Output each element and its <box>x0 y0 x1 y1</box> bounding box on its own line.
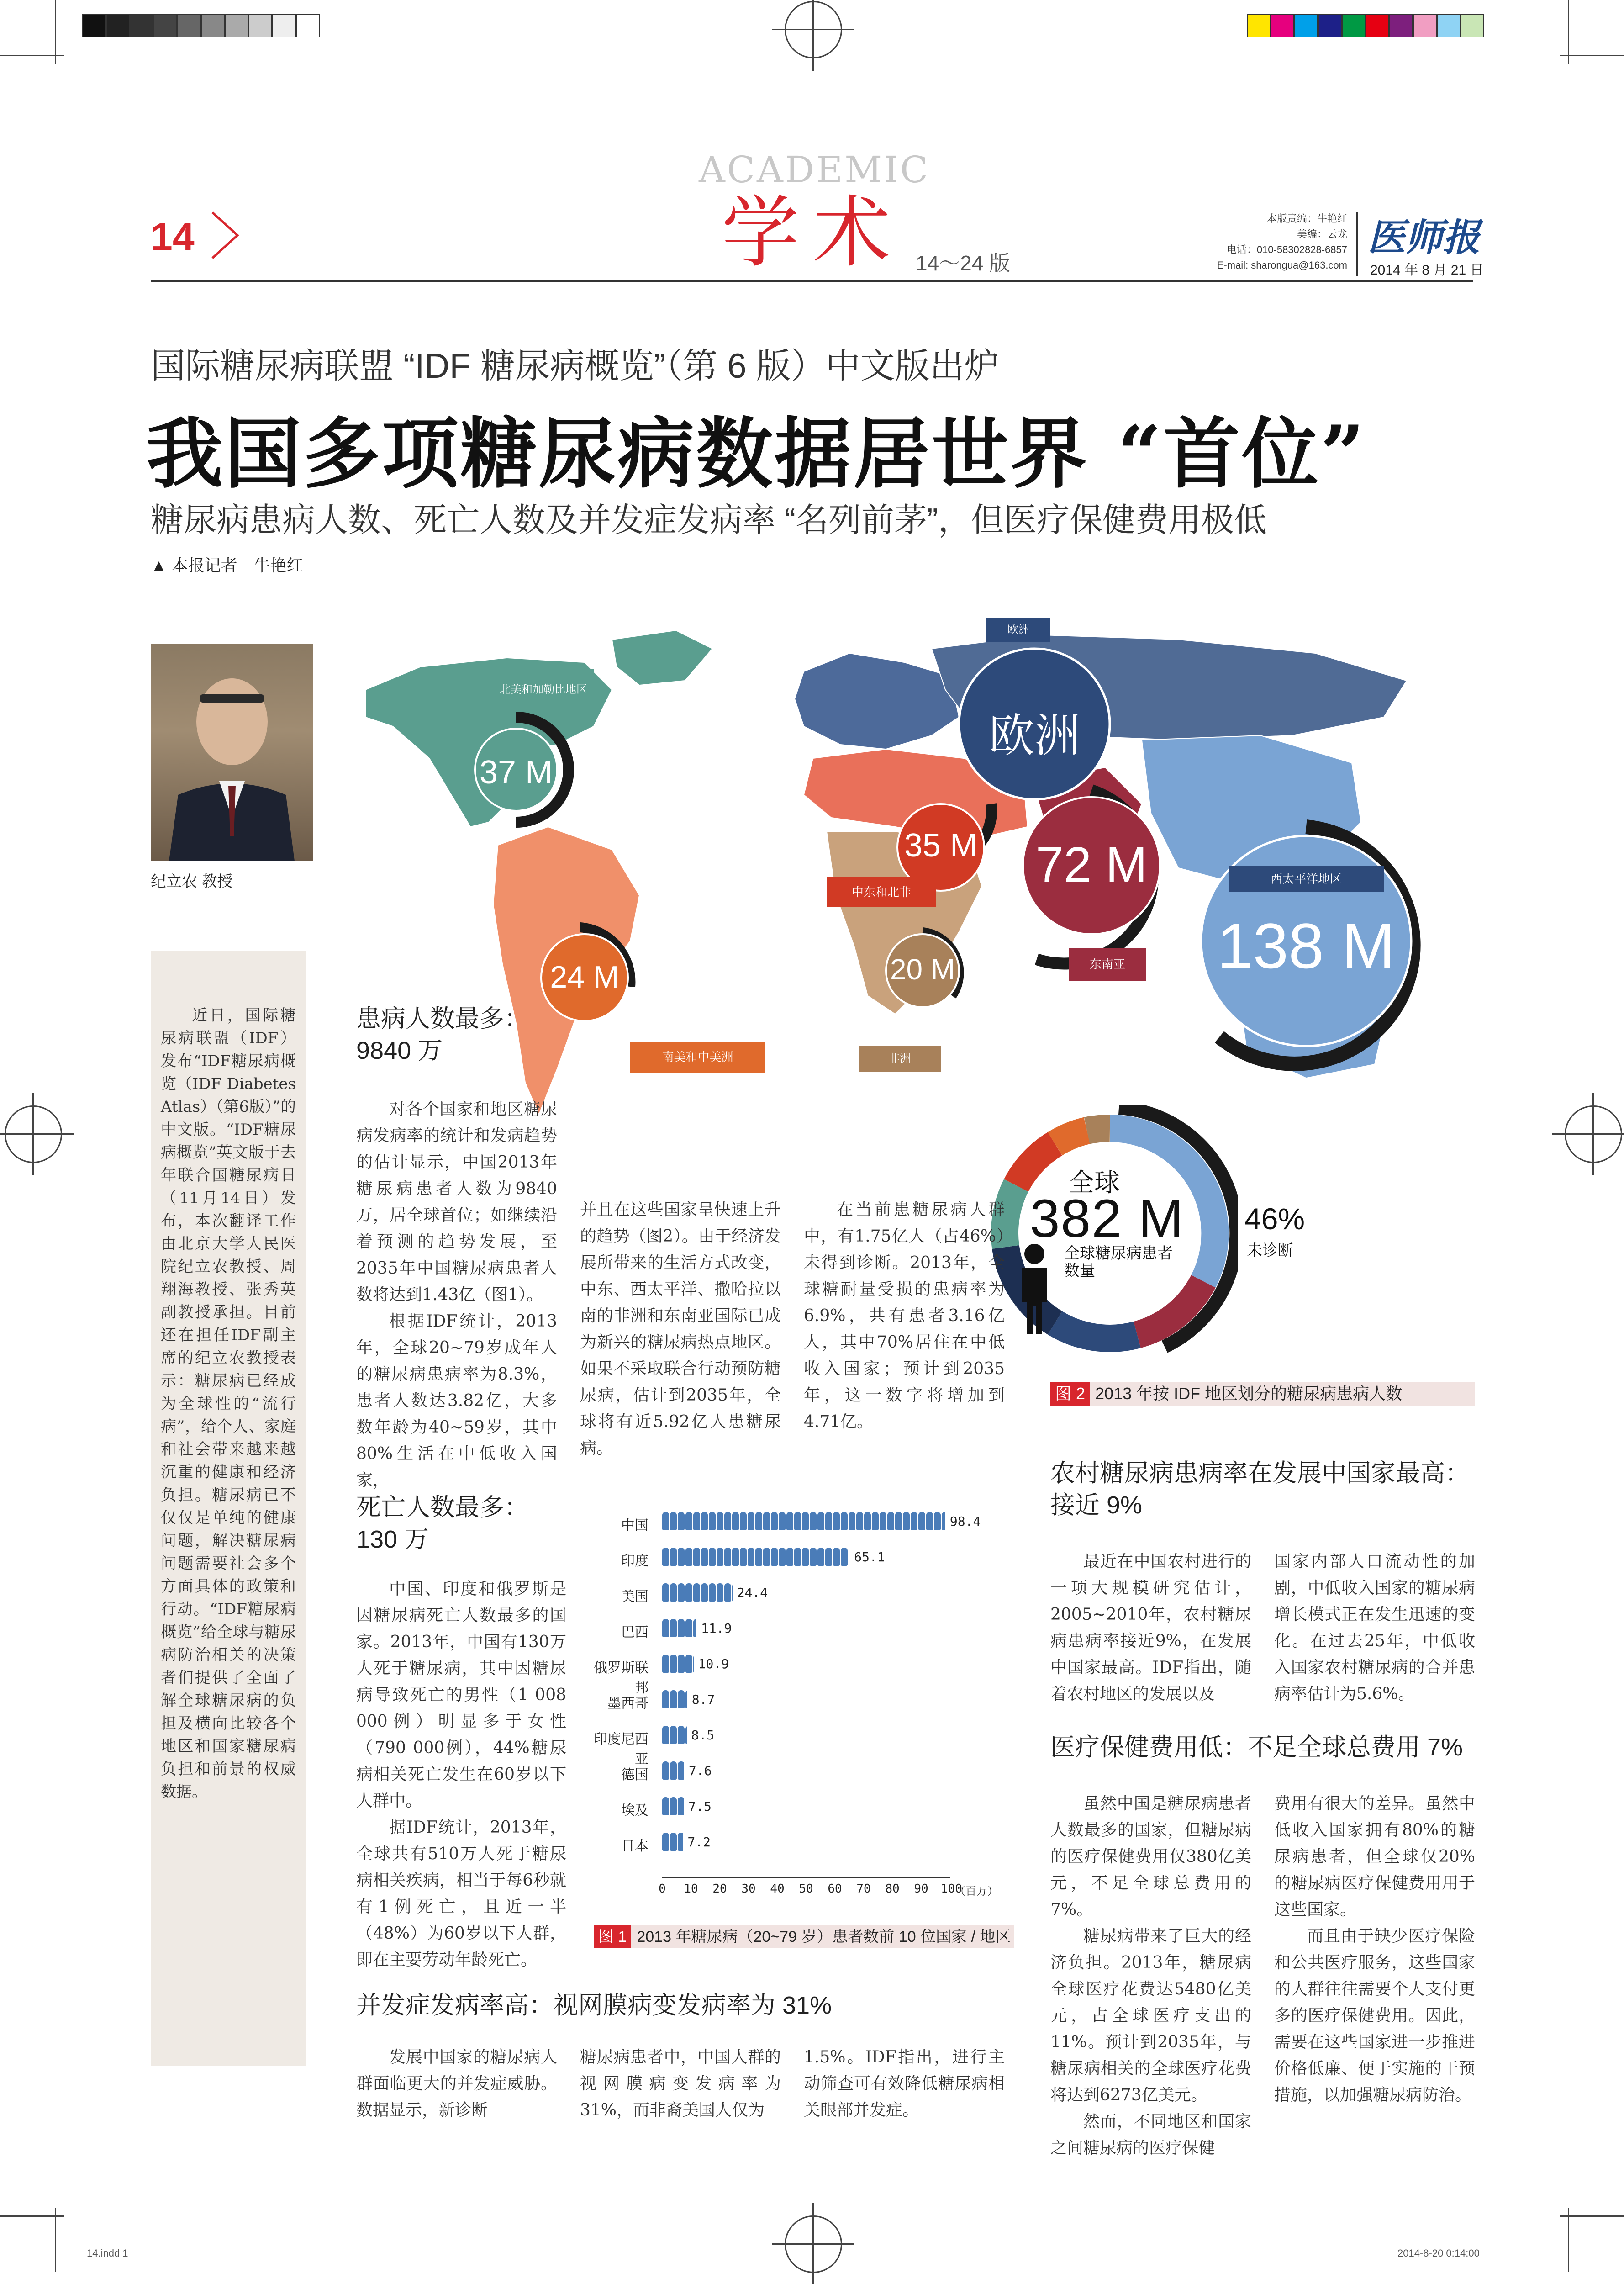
map-value-western-pacific: 138 M <box>1217 910 1395 982</box>
paragraph: 费用有很大的差异。虽然中低收入国家拥有80%的糖尿病患者，但全球仅20%的糖尿病医疗保健费用用于这些国家。 <box>1274 1794 1475 1919</box>
x-tick-label: 0 <box>659 1882 666 1896</box>
map-label-western-pacific: 西太平洋地区 <box>1270 872 1342 886</box>
bar-category-label: 德国 <box>621 1767 649 1783</box>
x-tick-label: 10 <box>684 1882 698 1896</box>
bar-category-label: 美国 <box>621 1589 649 1605</box>
issue-date: 2014 年 8 月 21 日 <box>1370 263 1484 278</box>
figure1-caption-text: 2013 年糖尿病（20~79 岁）患者数前 10 位国家 / 地区 <box>637 1928 1011 1946</box>
headline-title: 我国多项糖尿病数据居世界 “首位” <box>146 408 1366 499</box>
bar <box>662 1797 684 1815</box>
x-tick-label: 70 <box>856 1882 871 1896</box>
crop-mark <box>55 2208 56 2272</box>
paragraph: 1.5%。IDF指出，进行主动筛查可有效降低糖尿病相关眼部并发症。 <box>804 2048 1005 2120</box>
chevron-right-icon <box>208 208 244 263</box>
color-swatch <box>1247 14 1271 37</box>
kicker: 国际糖尿病联盟 “IDF 糖尿病概览”（第 6 版）中文版出炉 <box>151 347 999 386</box>
paper-logo: 医师报 <box>1368 216 1480 259</box>
paragraph: 在当前患糖尿病人群中，有1.75亿人（占46%）未得到诊断。2013年，全球糖耐量受损的患病率为6.9%，共有患者3.16亿人，其中70%居住在中低收入国家；预计到2035年，这一数字将增加到4.71亿。 <box>804 1200 1005 1431</box>
bar-category-label: 墨西哥 <box>607 1696 649 1712</box>
bar-category-label: 印度尼西亚 <box>594 1731 649 1767</box>
section5-col1 <box>356 2044 557 2124</box>
x-tick-label: 90 <box>914 1882 928 1896</box>
registration-mark-left <box>5 1105 62 1163</box>
section1-col2 <box>580 1197 781 1462</box>
registration-mark-bottom <box>785 2215 842 2273</box>
bar <box>662 1583 733 1602</box>
bar-value-label: 11.9 <box>701 1621 732 1636</box>
gray-swatch <box>177 14 201 37</box>
gray-swatch <box>82 14 106 37</box>
bar <box>662 1761 684 1780</box>
bar <box>662 1512 945 1530</box>
crop-mark <box>1568 0 1569 64</box>
section-cn: 学术 <box>722 190 905 276</box>
x-axis <box>662 1877 950 1878</box>
crop-mark <box>1560 55 1624 56</box>
global-sub: 全球糖尿病患者数量 <box>1064 1245 1173 1279</box>
bar-value-label: 65.1 <box>854 1549 885 1565</box>
sidebar-text: 近日，国际糖尿病联盟（IDF）发布“IDF糖尿病概览（IDF Diabetes Atlas）（第6版）”的中文版。“IDF糖尿病概览”英文版于去年联合国糖尿病日（11月14日）发布，本次翻译工作由北京大学人民医院纪立农教授、周翔海教授、张秀英副教授承担。目前还在担任IDF副主席的纪立农教授表示：糖尿病已经成为全球性的“流行病”，给个人、家庭和社会带来越来越沉重的健康和经济负担。糖尿病已不仅仅是单纯的健康问题，解决糖尿病问题需要社会多个方面具体的政策和行动。“IDF糖尿病概览”给全球与糖尿病防治相关的决策者们提供了全面了解全球糖尿病的负担及横向比较各个地区和国家糖尿病负担和前景的权威数据。 <box>161 1006 296 1801</box>
bar <box>662 1548 849 1566</box>
gray-swatch <box>225 14 248 37</box>
phone: 电话：010-58302828-6857 <box>1226 244 1347 255</box>
paragraph: 并且在这些国家呈快速上升的趋势（图2）。由于经济发展所带来的生活方式改变，中东、西太平洋、撒哈拉以南的非洲和东南亚国际已成为新兴的糖尿病热点地区。如果不采取联合行动预防糖尿病，估计到2035年，全球将有近5.92亿人患糖尿病。 <box>580 1200 781 1458</box>
x-axis-unit: （百万） <box>954 1885 998 1898</box>
crop-mark <box>55 0 56 64</box>
figure1-caption <box>594 1925 1014 1948</box>
portrait-caption: 纪立农 教授 <box>151 873 233 890</box>
map-value-north-america: 37 M <box>479 754 553 791</box>
color-swatch <box>1271 14 1294 37</box>
bar <box>662 1833 683 1851</box>
section4-title-b: 不足全球总费用 7% <box>1248 1734 1463 1761</box>
byline: ▲ 本报记者 牛艳红 <box>151 556 303 575</box>
figure2-caption <box>1050 1382 1475 1406</box>
section4-title-a: 医疗保健费用低： <box>1050 1733 1248 1761</box>
crop-mark <box>0 2215 64 2217</box>
color-swatch <box>1437 14 1461 37</box>
email: E-mail: sharongua@163.com <box>1217 259 1347 271</box>
paragraph: 然而，不同地区和国家之间糖尿病的医疗保健 <box>1050 2112 1251 2157</box>
x-tick-label: 80 <box>885 1882 900 1896</box>
bar <box>662 1690 687 1708</box>
undiagnosed-label: 未诊断 <box>1247 1242 1293 1259</box>
section2-title-b: 130 万 <box>356 1526 429 1553</box>
color-swatch <box>1318 14 1342 37</box>
section1-title-b: 9840 万 <box>356 1037 443 1064</box>
bar-category-label: 巴西 <box>621 1624 649 1640</box>
section-en: ACADEMIC <box>699 148 930 191</box>
bar-category-label: 中国 <box>621 1517 649 1533</box>
person-silhouette-icon <box>151 644 313 861</box>
map-label-mena: 中东和北非 <box>851 885 911 899</box>
gray-scale-bar <box>82 14 320 39</box>
slug-left: 14.indd 1 <box>87 2247 128 2259</box>
x-tick-label: 20 <box>712 1882 727 1896</box>
gray-swatch <box>201 14 225 37</box>
person-icon <box>1018 1242 1050 1334</box>
bar-value-label: 8.5 <box>691 1728 715 1743</box>
map-label-north-america: 北美和加勒比地区 <box>500 683 587 696</box>
page-number: 14 <box>151 215 195 259</box>
gray-swatch <box>106 14 130 37</box>
bar <box>662 1655 694 1673</box>
section1-col1 <box>356 1096 557 1494</box>
bar-value-label: 7.2 <box>687 1835 711 1850</box>
color-swatch <box>1389 14 1413 37</box>
map-label-south-east-asia: 东南亚 <box>1089 957 1125 971</box>
map-value-europe: 欧洲 <box>989 710 1080 761</box>
paragraph: 最近在中国农村进行的一项大规模研究估计，2005~2010年，农村糖尿病患病率接近9%，在发展中国家最高。IDF指出，随着农村地区的发展以及 <box>1050 1552 1251 1703</box>
color-swatch <box>1366 14 1389 37</box>
x-tick-label: 50 <box>799 1882 813 1896</box>
map-label-europe: 欧洲 <box>1007 624 1029 636</box>
paragraph: 对各个国家和地区糖尿病发病率的统计和发病趋势的估计显示，中国2013年糖尿病患者人数为9840万，居全球首位；如继续沿着预测的趋势发展，至2035年中国糖尿病患者人数将达到1.43亿（图1）。 <box>356 1100 557 1304</box>
section5-title-b: 视网膜病变发病率为 31% <box>554 1992 832 2019</box>
undiagnosed-pct: 46% <box>1244 1202 1305 1236</box>
color-calibration-bar <box>1247 14 1484 39</box>
map-value-mena: 35 M <box>904 827 978 864</box>
x-tick-label: 30 <box>741 1882 756 1896</box>
section4-title <box>1050 1731 1463 1763</box>
section3-col1 <box>1050 1549 1251 1708</box>
paragraph: 发展中国家的糖尿病人群面临更大的并发症威胁。数据显示，新诊断 <box>356 2048 557 2120</box>
page-range: 14～24 版 <box>916 251 1011 275</box>
bar <box>662 1726 687 1744</box>
section2-title <box>356 1491 529 1555</box>
bar <box>662 1619 696 1637</box>
slug-right: 2014-8-20 0:14:00 <box>1397 2247 1480 2259</box>
figure1-badge: 图 1 <box>594 1925 631 1948</box>
paragraph: 据IDF统计，2013年，全球共有510万人死于糖尿病相关疾病，相当于每6秒就有1例死亡，且近一半（48%）为60岁以下人群，即在主要劳动年龄死亡。 <box>356 1818 566 1969</box>
map-value-africa: 20 M <box>890 953 955 986</box>
bar-value-label: 98.4 <box>949 1514 981 1529</box>
section5-title-a: 并发症发病率高： <box>356 1991 554 2020</box>
paragraph: 国家内部人口流动性的加剧，中低收入国家的糖尿病增长模式正在发生迅速的变化。在过去25年，中低收入国家农村糖尿病的合并患病率估计为5.6%。 <box>1274 1552 1475 1703</box>
global-value: 382 M <box>1030 1189 1184 1249</box>
color-swatch <box>1413 14 1437 37</box>
masthead-divider <box>1356 212 1358 276</box>
headline-subtitle: 糖尿病患病人数、死亡人数及并发症发病率 “名列前茅”，但医疗保健费用极低 <box>151 502 1267 539</box>
bar-value-label: 7.5 <box>688 1799 712 1814</box>
map-europe <box>795 653 959 749</box>
editor: 本版责编：牛艳红 <box>1266 213 1347 224</box>
section1-col3 <box>804 1197 1005 1435</box>
gray-swatch <box>296 14 320 37</box>
bar-value-label: 10.9 <box>698 1656 729 1671</box>
paragraph: 虽然中国是糖尿病患者人数最多的国家，但糖尿病的医疗保健费用仅380亿美元，不足全球总费用的7%。 <box>1050 1794 1251 1919</box>
paragraph: 根据IDF统计，2013年，全球20~79岁成年人的糖尿病患病率为8.3%，患者人数达3.82亿，大多数年龄为40~59岁，其中80%生活在中低收入国家， <box>356 1312 557 1490</box>
section3-title <box>1050 1457 1470 1521</box>
section4-col1 <box>1050 1791 1251 2162</box>
registration-mark-right <box>1565 1105 1622 1163</box>
color-swatch <box>1294 14 1318 37</box>
portrait-photo <box>151 644 313 861</box>
designer: 美编：云龙 <box>1297 228 1347 240</box>
paragraph: 糖尿病带来了巨大的经济负担。2013年，糖尿病全球医疗花费达5480亿美元，占全球医疗支出的11%。预计到2035年，与糖尿病相关的全球医疗花费将达到6273亿美元。 <box>1050 1927 1251 2104</box>
figure1-bar-chart <box>594 1507 1005 1919</box>
gray-swatch <box>130 14 153 37</box>
figure2-badge: 图 2 <box>1050 1382 1090 1406</box>
figure2-caption-text: 2013 年按 IDF 地区划分的糖尿病患病人数 <box>1095 1384 1403 1403</box>
map-value-south-east-asia: 72 M <box>1035 837 1148 893</box>
section3-title-a: 农村糖尿病患病率在发展中国家最高： <box>1050 1459 1470 1487</box>
bar-category-label: 俄罗斯联邦 <box>594 1660 649 1696</box>
section5-col2 <box>580 2044 781 2124</box>
gray-swatch <box>272 14 296 37</box>
section2-col <box>356 1576 566 1973</box>
registration-mark-top <box>785 1 842 58</box>
section5-col3 <box>804 2044 1005 2124</box>
bar-value-label: 7.6 <box>688 1763 712 1778</box>
section2-title-a: 死亡人数最多： <box>356 1493 529 1522</box>
section4-col2 <box>1274 1791 1475 2109</box>
global-label: 全球 <box>1069 1168 1120 1197</box>
section1-title <box>356 1003 529 1067</box>
bar-category-label: 埃及 <box>621 1803 649 1819</box>
x-tick-label: 100 <box>941 1882 962 1896</box>
paragraph: 而且由于缺少医疗保险和公共医疗服务，这些国家的人群往往需要个人支付更多的医疗保健费用。因此，需要在这些国家进一步推进价格低廉、便于实施的干预措施，以加强糖尿病防治。 <box>1274 1927 1475 2104</box>
section1-title-a: 患病人数最多： <box>356 1004 529 1033</box>
crop-mark <box>1560 2215 1624 2217</box>
x-tick-label: 40 <box>770 1882 785 1896</box>
gray-swatch <box>248 14 272 37</box>
header-rule <box>151 280 1473 282</box>
bar-category-label: 印度 <box>621 1553 649 1569</box>
bar-value-label: 8.7 <box>691 1692 715 1707</box>
map-label-africa: 非洲 <box>889 1052 911 1065</box>
section3-title-b: 接近 9% <box>1050 1491 1143 1519</box>
color-swatch <box>1342 14 1366 37</box>
crop-mark <box>0 55 64 56</box>
editor-info <box>1197 211 1347 273</box>
crop-mark <box>1568 2208 1569 2272</box>
paragraph: 糖尿病患者中，中国人群的视网膜病变发病率为31%，而非裔美国人仅为 <box>580 2048 781 2120</box>
map-label-south-america: 南美和中美洲 <box>662 1050 733 1064</box>
map-value-south-america: 24 M <box>550 960 619 994</box>
section5-title <box>356 1989 832 2021</box>
color-swatch <box>1461 14 1484 37</box>
x-tick-label: 60 <box>828 1882 842 1896</box>
section3-col2 <box>1274 1549 1475 1708</box>
paragraph: 中国、印度和俄罗斯是因糖尿病死亡人数最多的国家。2013年，中国有130万人死于糖尿病，其中因糖尿病导致死亡的男性（1 008 000例）明显多于女性（790 000例），44%糖尿病相关死亡发生在60岁以下人群中。 <box>356 1580 566 1810</box>
gray-swatch <box>153 14 177 37</box>
bar-value-label: 24.4 <box>737 1585 768 1600</box>
bar-category-label: 日本 <box>621 1838 649 1854</box>
map-greenland <box>612 630 712 685</box>
